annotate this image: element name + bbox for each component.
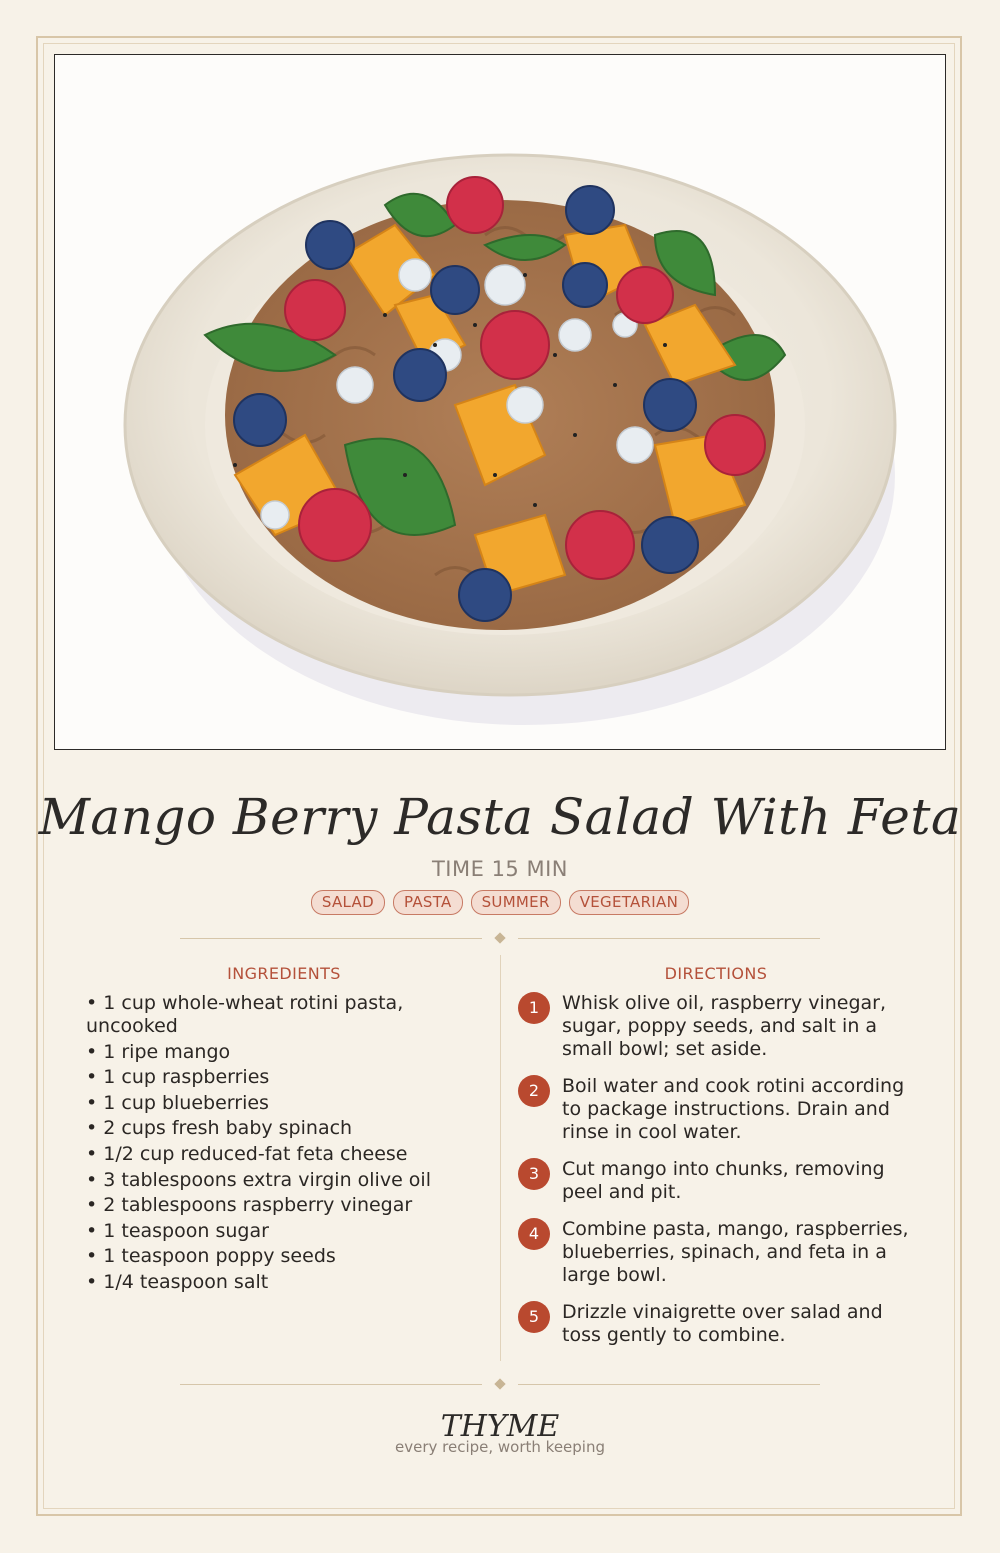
step-text: Cut mango into chunks, removing peel and pit.	[562, 1158, 885, 1203]
diamond-icon	[494, 932, 505, 943]
step-text: Whisk olive oil, raspberry vinegar, sugar, poppy seeds, and salt in a small bowl; set aside.	[562, 992, 887, 1060]
list-item: • 1/2 cup reduced-fat feta cheese	[86, 1142, 408, 1165]
recipe-photo	[54, 54, 946, 750]
directions-list	[518, 992, 923, 1361]
tag-vegetarian[interactable]: VEGETARIAN	[569, 890, 689, 915]
list-item: • 2 tablespoons raspberry vinegar	[86, 1194, 413, 1217]
tag-list	[0, 890, 1000, 915]
recipe-time: TIME 15 MIN	[431, 857, 568, 881]
directions-heading: DIRECTIONS	[664, 964, 768, 983]
list-item: • 1 cup whole-wheat rotini pasta, uncooked	[86, 992, 404, 1037]
list-item: • 1/4 teaspoon salt	[86, 1270, 269, 1293]
divider-bottom	[180, 1380, 820, 1390]
direction-step	[518, 1075, 923, 1144]
tag-summer[interactable]: SUMMER	[471, 890, 561, 915]
ingredients-heading: INGREDIENTS	[227, 964, 341, 983]
step-number: 5	[518, 1301, 550, 1333]
recipe-title: Mango Berry Pasta Salad With Feta	[38, 788, 962, 846]
brand-tagline: every recipe, worth keeping	[394, 1438, 605, 1456]
list-item: • 3 tablespoons extra virgin olive oil	[86, 1168, 431, 1191]
list-item: • 2 cups fresh baby spinach	[86, 1117, 353, 1140]
list-item: • 1 teaspoon poppy seeds	[86, 1245, 336, 1268]
list-item: • 1 cup blueberries	[86, 1091, 269, 1114]
tag-salad[interactable]: SALAD	[311, 890, 385, 915]
direction-step	[518, 1218, 923, 1287]
direction-step	[518, 1158, 923, 1204]
tag-pasta[interactable]: PASTA	[393, 890, 463, 915]
list-item: • 1 teaspoon sugar	[86, 1219, 269, 1242]
direction-step	[518, 1301, 923, 1347]
divider-top	[180, 934, 820, 944]
diamond-icon	[494, 1378, 505, 1389]
column-divider	[500, 955, 501, 1361]
step-number: 4	[518, 1218, 550, 1250]
direction-step	[518, 992, 923, 1061]
brand-logo: THYME	[440, 1409, 560, 1444]
step-number: 3	[518, 1158, 550, 1190]
step-text: Boil water and cook rotini according to package instructions. Drain and rinse in cool water.	[562, 1075, 905, 1143]
list-item: • 1 cup raspberries	[86, 1066, 270, 1089]
step-number: 1	[518, 992, 550, 1024]
ingredients-list	[86, 992, 466, 1297]
step-text: Drizzle vinaigrette over salad and toss gently to combine.	[562, 1301, 883, 1346]
step-text: Combine pasta, mango, raspberries, blueberries, spinach, and feta in a large bowl.	[562, 1218, 909, 1286]
step-number: 2	[518, 1075, 550, 1107]
list-item: • 1 ripe mango	[86, 1040, 231, 1063]
pasta-salad-illustration	[55, 55, 945, 749]
